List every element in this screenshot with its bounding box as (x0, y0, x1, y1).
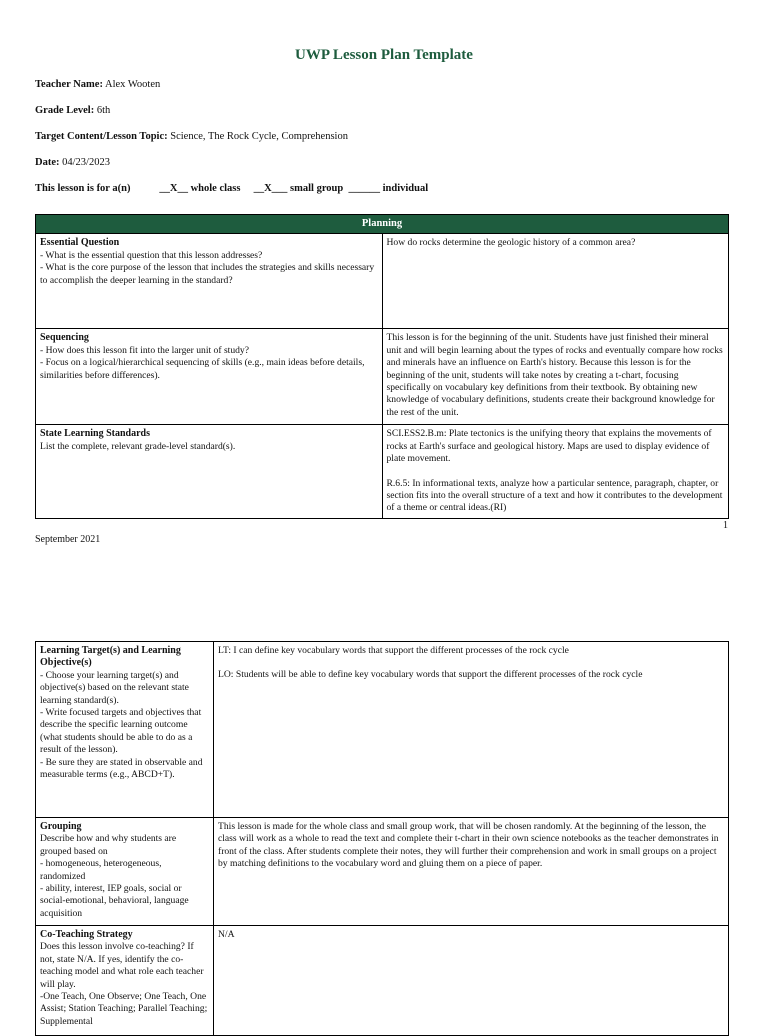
row-content-text: LT: I can define key vocabulary words that support the different processes of the rock cycle (218, 645, 569, 656)
row-content-text: R.6.5: In informational texts, analyze how a particular sentence, paragraph, chapter, or section fits into the overall structure of a text and how it contributes to the development of a theme or central ideas.(RI) (386, 477, 723, 514)
row-content-cell (382, 329, 729, 425)
row-label-cell (36, 234, 383, 329)
row-content-cell (214, 818, 729, 926)
row-content-cell (382, 234, 729, 329)
date-value: 04/23/2023 (62, 157, 110, 168)
row-description: Describe how and why students are grouped based on - homogeneous, heterogeneous, randomized - ability, interest, IEP goals, social or social-emotional, behavioral, language acquisition (40, 833, 189, 919)
planning-table-continued (35, 641, 729, 1036)
lesson-audience-line: This lesson is for a(n) __X__ whole class __X___ small group ______ individual (35, 183, 429, 194)
row-content-text: N/A (218, 929, 235, 940)
teacher-name-label: Teacher Name: (35, 79, 103, 90)
row-description: - What is the essential question that this lesson addresses? - What is the core purpose of the lesson that includes the strategies and skills necessary to accomplish the deeper learning in the standard? (40, 249, 375, 286)
row-label-cell (36, 642, 214, 818)
row-description: - Choose your learning target(s) and objective(s) based on the relevant state learning standard(s). - Write focused targets and objectives that describe the specific learning outcome (what students should be able to do as a result of the lesson). - Be sure they are stated in observable and measurable terms (e.g., ABCD+T). (40, 669, 203, 781)
row-description: Does this lesson involve co-teaching? If not, state N/A. If yes, identify the co-teaching model and what role each teacher will play. -One Teach, One Observe; One Teach, One Assist; Station Teaching; Parallel Teaching; Supplemental (40, 941, 208, 1027)
lesson-topic-value: Science, The Rock Cycle, Comprehension (170, 131, 348, 142)
planning-header: Planning (36, 215, 729, 234)
row-title: Essential Question (40, 237, 120, 249)
row-content-text: This lesson is made for the whole class and small group work, that will be chosen randomly. At the beginning of the lesson, the class will work as a whole to read the text and complete their t-chart in their own science notebooks as the teacher demonstrates in front of the class. After students complete their notes, they will further their comprehension and work in small groups on a project by matching definitions to the vocabulary word and gluing them on a piece of paper. (218, 821, 719, 870)
row-title: Co-Teaching Strategy (40, 929, 133, 940)
row-label-cell (36, 818, 214, 926)
row-content-cell (214, 926, 729, 1036)
row-label-cell (36, 425, 383, 518)
table-row (36, 926, 729, 1036)
document-title: UWP Lesson Plan Template (295, 47, 473, 63)
row-content-text: This lesson is for the beginning of the unit. Students have just finished their mineral unit and will begin learning about the types of rocks and eventually compare how rocks and minerals have an influence on Earth's history. Because this lesson is for the beginning of the unit, students will take notes by creating a t-chart, focusing specifically on vocabulary key definitions from their textbook. By obtaining new knowledge of vocabulary definitions, students create their background knowledge for the rest of the unit. (386, 332, 723, 418)
page-footer: September 2021 (35, 534, 101, 545)
row-description: List the complete, relevant grade-level standard(s). (40, 440, 236, 452)
row-title: Learning Target(s) and Learning Objective(s) (40, 645, 181, 669)
grade-level-field (35, 105, 110, 116)
row-content-text: LO: Students will be able to define key vocabulary words that support the different processes of the rock cycle (218, 669, 643, 681)
table-row (36, 234, 729, 329)
grade-level-label: Grade Level: (35, 105, 95, 116)
date-field (35, 157, 110, 168)
row-content-cell (214, 642, 729, 818)
table-row (36, 425, 729, 518)
row-content-cell (382, 425, 729, 518)
planning-table (35, 214, 729, 519)
teacher-name-value: Alex Wooten (105, 79, 161, 90)
lesson-topic-field (35, 131, 348, 142)
table-row (36, 818, 729, 926)
row-title: State Learning Standards (40, 428, 151, 440)
teacher-name-field (35, 79, 160, 90)
table-row (36, 642, 729, 818)
table-row (36, 329, 729, 425)
page-number: 1 (723, 520, 728, 531)
row-label-cell (36, 329, 383, 425)
date-label: Date: (35, 157, 60, 168)
lesson-topic-label: Target Content/Lesson Topic: (35, 131, 168, 142)
row-content-text: SCI.ESS2.B.m: Plate tectonics is the unifying theory that explains the movements of rocks at Earth's surface and geological history. Maps are used to display evidence of plate movement. (386, 428, 712, 465)
row-label-cell (36, 926, 214, 1036)
row-description: - How does this lesson fit into the larger unit of study? - Focus on a logical/hierarchical sequencing of skills (e.g., main ideas before details, similarities before differences). (40, 344, 365, 381)
row-title: Sequencing (40, 332, 89, 344)
grade-level-value: 6th (96, 105, 111, 116)
row-content-text: How do rocks determine the geologic history of a common area? (386, 237, 636, 249)
row-title: Grouping (40, 821, 82, 832)
